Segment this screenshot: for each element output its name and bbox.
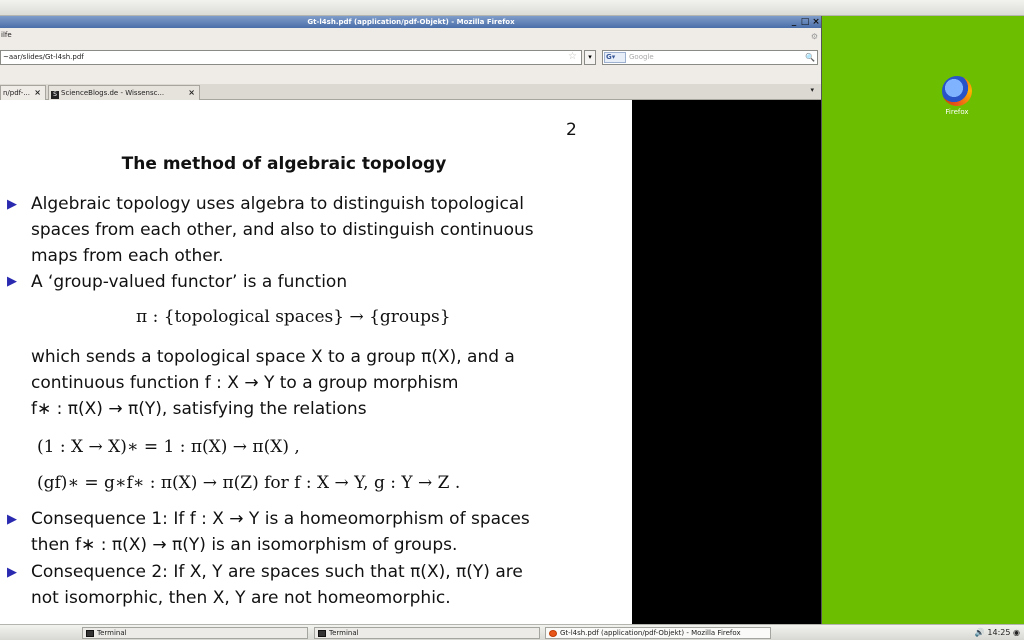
bullet-2-line-4: f∗ : π(X) → π(Y), satisfying the relations	[31, 399, 367, 419]
desktop-icon-label: Firefox	[945, 108, 969, 116]
bullet-4-line-1: Consequence 2: If X, Y are spaces such that π(X), π(Y) are	[31, 562, 523, 582]
taskbar-item-label: Terminal	[97, 629, 127, 637]
tab-close-icon[interactable]: ×	[188, 88, 195, 97]
url-dropdown-button[interactable]: ▾	[584, 50, 596, 65]
tab-bar	[0, 84, 822, 100]
tab-scienceblogs[interactable]	[48, 85, 200, 100]
bullet-icon: ▶	[7, 565, 17, 580]
tab-close-icon[interactable]: ×	[34, 88, 41, 97]
taskbar-item-label: Terminal	[329, 629, 359, 637]
slide-page	[0, 100, 632, 624]
bullet-icon: ▶	[7, 512, 17, 527]
window-controls	[789, 16, 821, 28]
throbber-icon: ⚙	[810, 32, 818, 41]
bullet-4-line-2: not isomorphic, then X, Y are not homeomorphic.	[31, 588, 451, 608]
firefox-window	[0, 16, 822, 624]
url-bar[interactable]: ~aar/slides/Gt-l4sh.pdf	[0, 50, 582, 65]
search-input[interactable]: Google	[629, 53, 654, 61]
taskbar-item-terminal-1[interactable]	[82, 627, 308, 639]
scienceblogs-favicon-icon: S	[51, 91, 59, 99]
taskbar	[0, 624, 1024, 640]
search-engine-button[interactable]: G▾	[604, 52, 626, 63]
bullet-2-line-3: continuous function f : X → Y to a group morphism	[31, 373, 459, 393]
search-icon[interactable]: 🔍	[805, 53, 815, 62]
taskbar-item-terminal-2[interactable]	[314, 627, 540, 639]
tab-label: n/pdf-...	[3, 89, 30, 97]
search-bar[interactable]	[602, 50, 818, 65]
slide-title: The method of algebraic topology	[121, 154, 447, 174]
firefox-icon	[942, 76, 972, 106]
terminal-icon	[318, 630, 326, 637]
taskbar-item-firefox[interactable]	[545, 627, 771, 639]
navigation-toolbar	[0, 42, 822, 82]
window-title: Gt-l4sh.pdf (application/pdf-Objekt) - Mozilla Firefox	[307, 18, 515, 26]
bullet-2-line-2: which sends a topological space X to a group π(X), and a	[31, 347, 515, 367]
bullet-1-line-2: spaces from each other, and also to distinguish continuous	[31, 220, 534, 240]
formula-identity: (1 : X → X)∗ = 1 : π(X) → π(X) ,	[37, 437, 300, 457]
close-button[interactable]: ×	[812, 17, 820, 27]
terminal-icon	[86, 630, 94, 637]
bullet-2-line-1: A ‘group-valued functor’ is a function	[31, 272, 348, 292]
bullet-3-line-1: Consequence 1: If f : X → Y is a homeomorphism of spaces	[31, 509, 530, 529]
clock[interactable]: 14:25	[987, 628, 1011, 637]
bullet-3-line-2: then f∗ : π(X) → π(Y) is an isomorphism of groups.	[31, 535, 458, 555]
menubar	[0, 28, 822, 42]
bullet-1-line-3: maps from each other.	[31, 246, 224, 266]
page-number: 2	[566, 120, 577, 140]
bullet-1-line-1: Algebraic topology uses algebra to distinguish topological	[31, 194, 524, 214]
window-titlebar[interactable]	[0, 16, 822, 28]
bullet-icon: ▶	[7, 274, 17, 289]
tab-label: ScienceBlogs.de - Wissensc...	[61, 89, 165, 97]
pdf-viewer[interactable]	[0, 100, 822, 624]
bookmark-star-icon[interactable]: ☆	[568, 51, 577, 62]
system-tray	[975, 626, 1020, 639]
minimize-button[interactable]: _	[791, 17, 797, 27]
tab-pdf[interactable]	[0, 85, 46, 100]
taskbar-item-label: Gt-l4sh.pdf (application/pdf-Objekt) - Mozilla Firefox	[560, 629, 741, 637]
menu-help[interactable]: ilfe	[1, 31, 12, 39]
tab-list-icon[interactable]: ▾	[810, 86, 814, 94]
bullet-icon: ▶	[7, 197, 17, 212]
formula-functor: π : {topological spaces} → {groups}	[136, 307, 451, 327]
volume-icon[interactable]: 🔊	[974, 628, 985, 637]
maximize-button[interactable]: □	[800, 17, 810, 27]
desktop-firefox-shortcut[interactable]	[934, 76, 980, 116]
top-panel	[0, 0, 1024, 16]
tray-app-icon[interactable]: ◉	[1013, 628, 1020, 637]
firefox-icon	[549, 630, 557, 637]
formula-composition: (gf)∗ = g∗f∗ : π(X) → π(Z) for f : X → Y, g : Y → Z .	[37, 473, 461, 493]
